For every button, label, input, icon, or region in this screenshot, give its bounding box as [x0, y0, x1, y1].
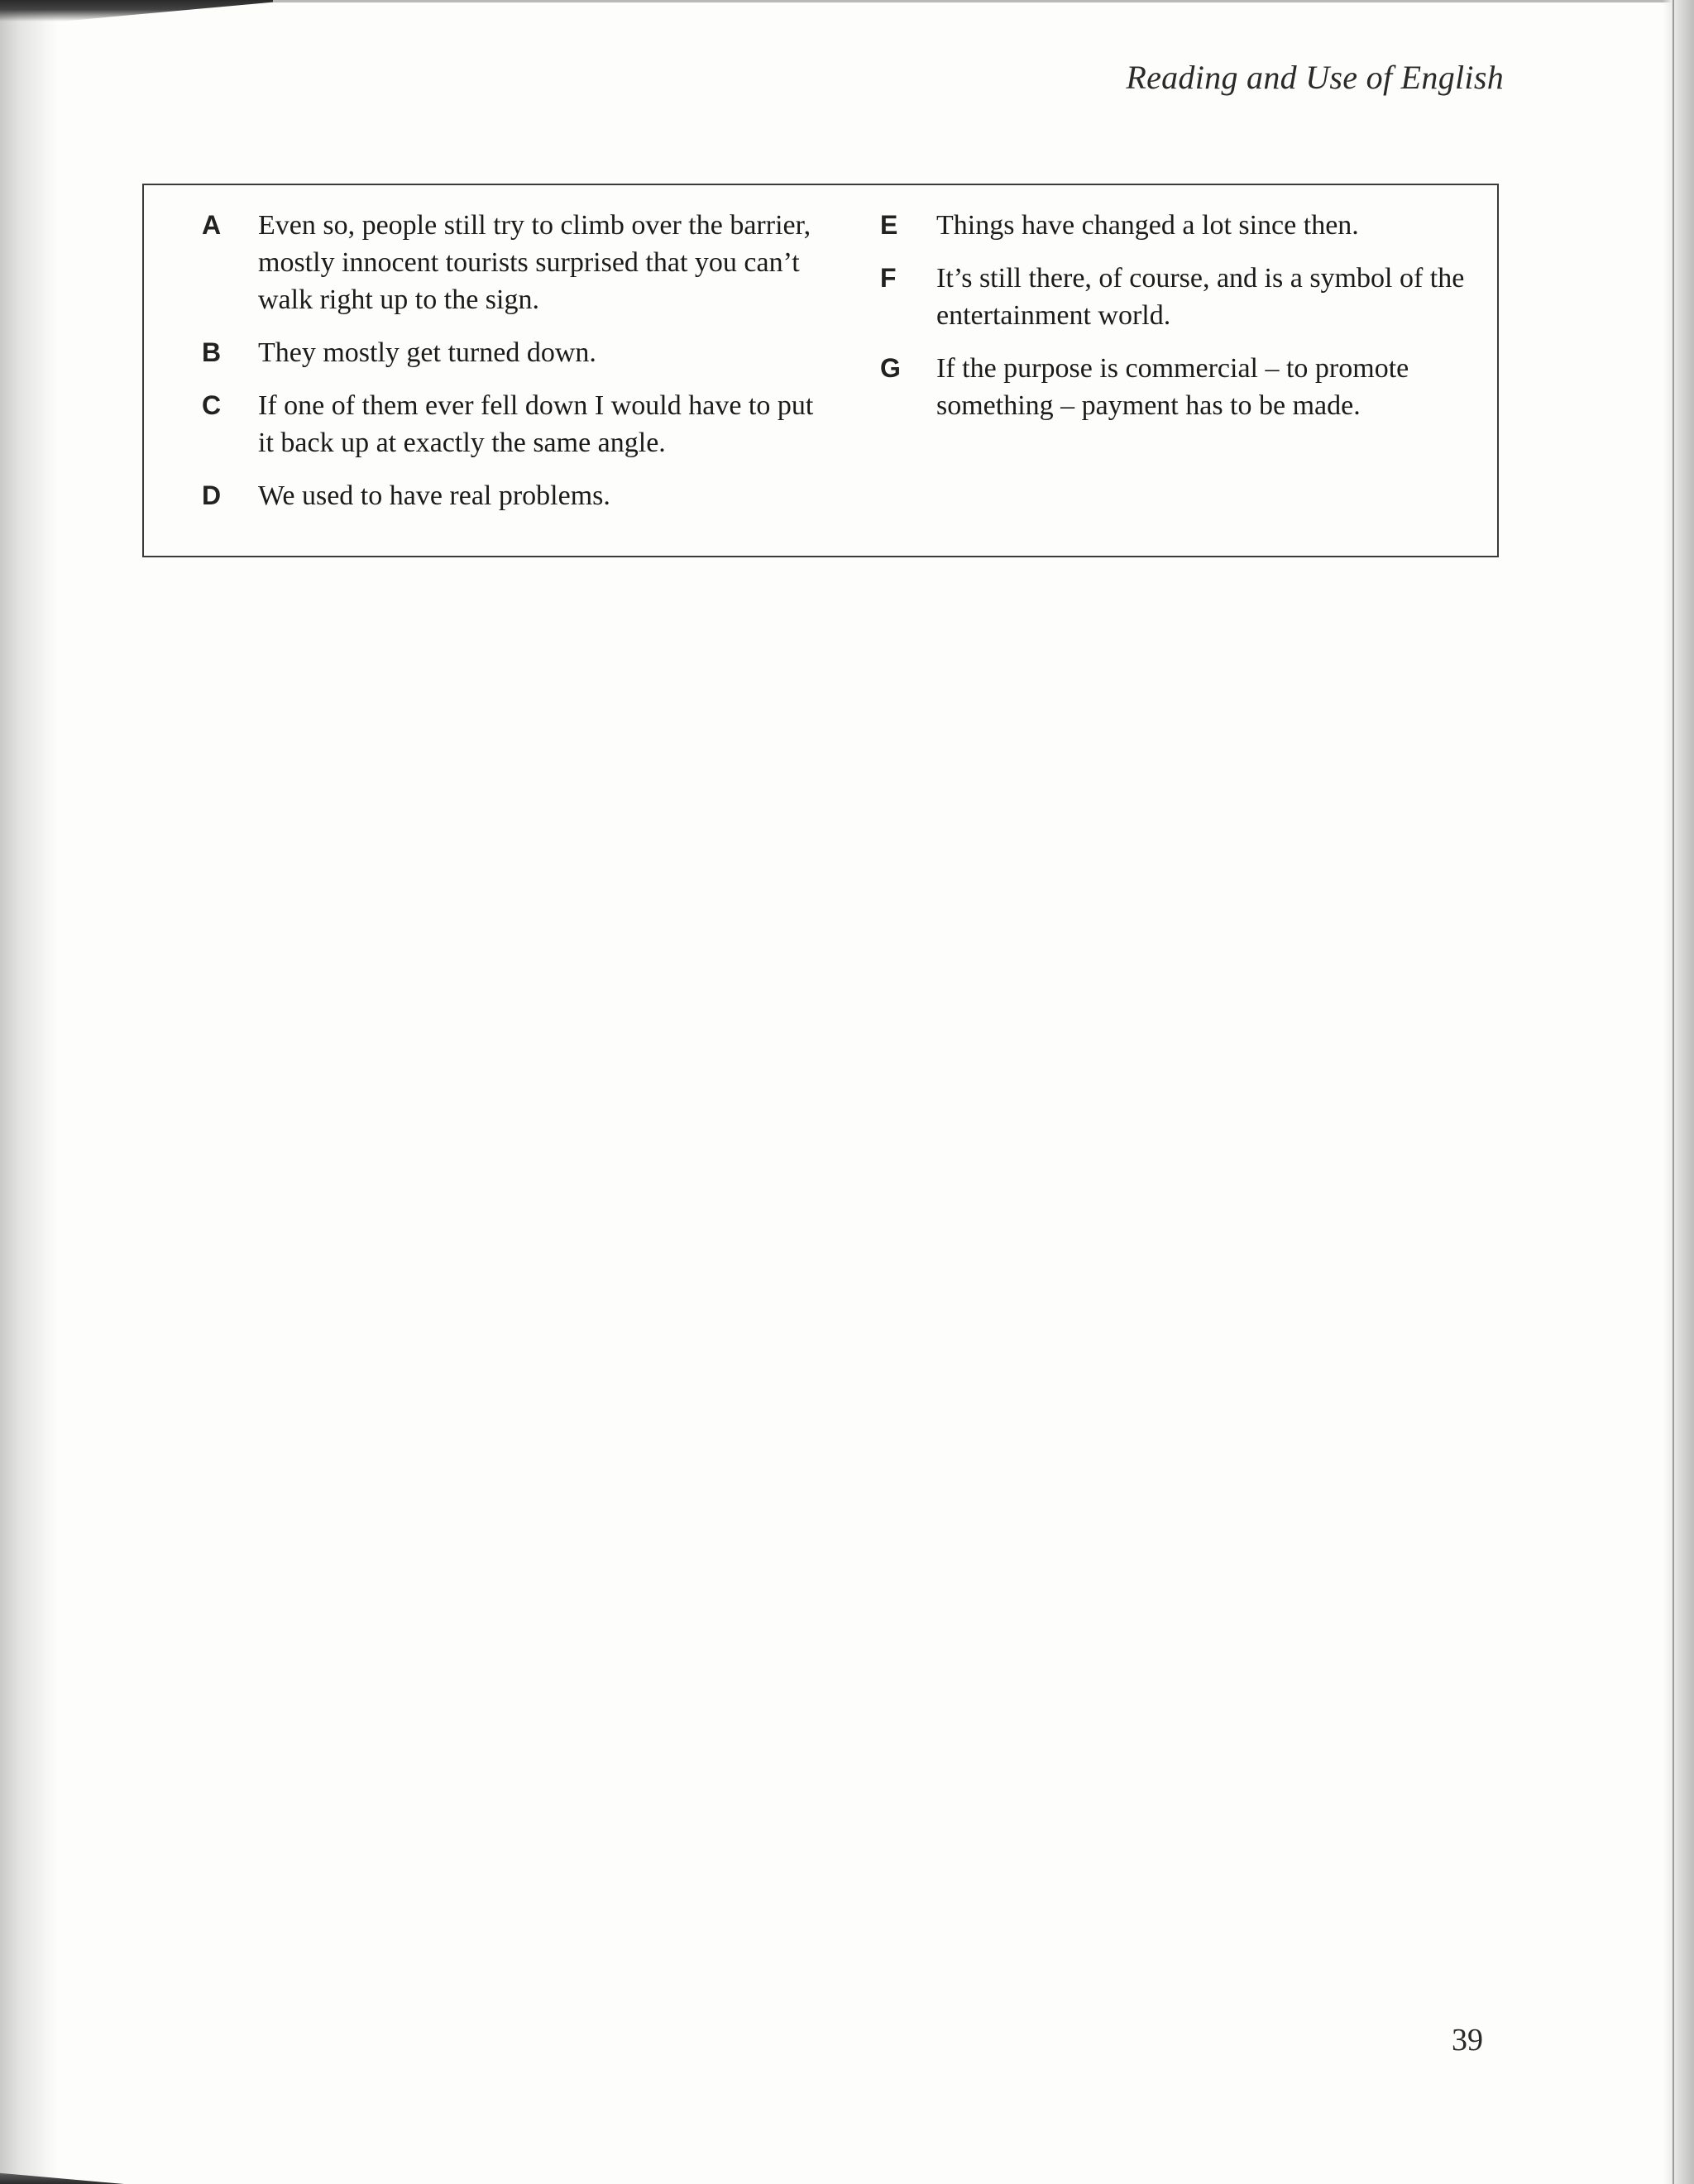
option-b [202, 334, 814, 371]
option-letter: D [202, 480, 222, 510]
options-left-column [202, 207, 814, 530]
option-g [880, 350, 1476, 424]
option-text: If one of them ever fell down I would have to put it back up at exactly the same angle. [258, 390, 814, 458]
options-right-column [880, 207, 1476, 440]
option-letter: C [202, 390, 222, 420]
scan-corner-shadow-top [0, 0, 273, 22]
option-letter: F [880, 263, 897, 293]
running-head: Reading and Use of English [1126, 59, 1504, 96]
option-text: Things have changed a lot since then. [936, 210, 1359, 241]
option-text: It’s still there, of course, and is a symbol of the entertainment world. [936, 263, 1465, 331]
option-text: They mostly get turned down. [258, 337, 596, 368]
option-d [202, 477, 814, 514]
page-right-edge-line [1672, 0, 1674, 2184]
option-text: We used to have real problems. [258, 480, 610, 511]
option-e [880, 207, 1476, 244]
option-text: If the purpose is commercial – to promote something – payment has to be made. [936, 353, 1409, 421]
page-right-edge-shadow [1663, 0, 1694, 2184]
option-letter: A [202, 210, 222, 240]
option-letter: E [880, 210, 898, 240]
option-letter: G [880, 353, 901, 383]
options-box [142, 184, 1499, 557]
option-a [202, 207, 814, 318]
page-number: 39 [1452, 2023, 1483, 2057]
page-binding-shadow [0, 0, 58, 2184]
option-letter: B [202, 337, 222, 367]
option-text: Even so, people still try to climb over the barrier, mostly innocent tourists surprised that you can’t walk right up to the sign. [258, 210, 811, 315]
option-c [202, 387, 814, 461]
option-f [880, 260, 1476, 334]
page-top-edge [273, 0, 1694, 2]
